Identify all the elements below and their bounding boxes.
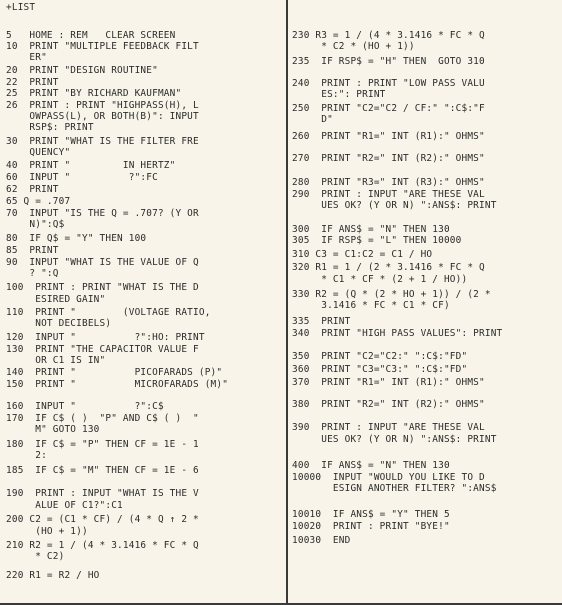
code-line: 130 PRINT "THE CAPACITOR VALUE F bbox=[6, 344, 199, 355]
code-line: 10 PRINT "MULTIPLE FEEDBACK FILT bbox=[6, 41, 199, 52]
code-line: UES OK? (Y OR N) ":ANS$: PRINT bbox=[292, 200, 497, 211]
code-line: 5 HOME : REM CLEAR SCREEN bbox=[6, 30, 176, 41]
code-line: * C2 * (HO + 1)) bbox=[292, 41, 415, 52]
list-command: +LIST bbox=[6, 2, 36, 13]
code-line: 260 PRINT "R1=" INT (R1):" OHMS" bbox=[292, 131, 485, 142]
code-line: 360 PRINT "C3="C3:" ":C$:"FD" bbox=[292, 364, 468, 375]
code-line: 80 IF Q$ = "Y" THEN 100 bbox=[6, 233, 147, 244]
code-line: OR C1 IS IN" bbox=[6, 355, 106, 366]
code-line: D" bbox=[292, 114, 333, 125]
code-line: 270 PRINT "R2=" INT (R2):" OHMS" bbox=[292, 153, 485, 164]
code-line: 310 C3 = C1:C2 = C1 / HO bbox=[292, 249, 433, 260]
code-line: 26 PRINT : PRINT "HIGHPASS(H), L bbox=[6, 100, 199, 111]
code-line: 25 PRINT "BY RICHARD KAUFMAN" bbox=[6, 88, 182, 99]
code-line: 370 PRINT "R1=" INT (R1):" OHMS" bbox=[292, 377, 485, 388]
code-line: UES OK? (Y OR N) ":ANS$: PRINT bbox=[292, 434, 497, 445]
code-line: 110 PRINT " (VOLTAGE RATIO, bbox=[6, 307, 211, 318]
code-line: 10000 INPUT "WOULD YOU LIKE TO D bbox=[292, 472, 485, 483]
code-line: 85 PRINT bbox=[6, 245, 59, 256]
code-line: 300 IF ANS$ = "N" THEN 130 bbox=[292, 224, 450, 235]
code-line: 3.1416 * FC * C1 * CF) bbox=[292, 300, 450, 311]
code-line: 250 PRINT "C2="C2 / CF:" ":C$:"F bbox=[292, 103, 485, 114]
code-line: 10010 IF ANS$ = "Y" THEN 5 bbox=[292, 509, 450, 520]
code-line: 400 IF ANS$ = "N" THEN 130 bbox=[292, 460, 450, 471]
code-line: ES:": PRINT bbox=[292, 89, 386, 100]
code-line: 2: bbox=[6, 450, 47, 461]
code-line: 390 PRINT : INPUT "ARE THESE VAL bbox=[292, 422, 485, 433]
code-line: 380 PRINT "R2=" INT (R2):" OHMS" bbox=[292, 399, 485, 410]
code-line: 22 PRINT bbox=[6, 77, 59, 88]
code-line: 290 PRINT : INPUT "ARE THESE VAL bbox=[292, 189, 485, 200]
code-line: 330 R2 = (Q * (2 * HO + 1)) / (2 * bbox=[292, 289, 491, 300]
code-line: ALUE OF C1?":C1 bbox=[6, 500, 123, 511]
code-line: QUENCY" bbox=[6, 147, 71, 158]
code-line: 180 IF C$ = "P" THEN CF = 1E - 1 bbox=[6, 439, 199, 450]
code-line: OWPASS(L), OR BOTH(B)": INPUT bbox=[6, 111, 199, 122]
code-line: 280 PRINT "R3=" INT (R3):" OHMS" bbox=[292, 177, 485, 188]
code-line: 200 C2 = (C1 * CF) / (4 * Q ↑ 2 * bbox=[6, 514, 199, 525]
code-line: 230 R3 = 1 / (4 * 3.1416 * FC * Q bbox=[292, 30, 485, 41]
code-line: 305 IF RSP$ = "L" THEN 10000 bbox=[292, 235, 462, 246]
code-line: 140 PRINT " PICOFARADS (P)" bbox=[6, 367, 223, 378]
code-line: * C2) bbox=[6, 551, 65, 562]
code-line: 30 PRINT "WHAT IS THE FILTER FRE bbox=[6, 136, 199, 147]
code-line: 340 PRINT "HIGH PASS VALUES": PRINT bbox=[292, 328, 503, 339]
code-line: 90 INPUT "WHAT IS THE VALUE OF Q bbox=[6, 257, 199, 268]
code-line: 170 IF C$ ( ) "P" AND C$ ( ) " bbox=[6, 413, 199, 424]
code-line: 100 PRINT : PRINT "WHAT IS THE D bbox=[6, 282, 199, 293]
code-line: 40 PRINT " IN HERTZ" bbox=[6, 160, 176, 171]
code-line: 10030 END bbox=[292, 535, 351, 546]
code-line: RSP$: PRINT bbox=[6, 122, 94, 133]
code-line: 220 R1 = R2 / HO bbox=[6, 570, 100, 581]
code-line: 70 INPUT "IS THE Q = .707? (Y OR bbox=[6, 208, 199, 219]
code-line: 320 R1 = 1 / (2 * 3.1416 * FC * Q bbox=[292, 262, 485, 273]
code-line: 65 Q = .707 bbox=[6, 196, 71, 207]
code-line: 335 PRINT bbox=[292, 316, 351, 327]
column-divider bbox=[286, 0, 288, 605]
code-line: * C1 * CF * (2 + 1 / HO)) bbox=[292, 274, 468, 285]
code-line: 235 IF RSP$ = "H" THEN GOTO 310 bbox=[292, 56, 485, 67]
code-line: 20 PRINT "DESIGN ROUTINE" bbox=[6, 65, 158, 76]
code-line: ESIRED GAIN" bbox=[6, 294, 106, 305]
code-line: ? ":Q bbox=[6, 268, 59, 279]
code-line: (HO + 1)) bbox=[6, 526, 88, 537]
code-line: 210 R2 = 1 / (4 * 3.1416 * FC * Q bbox=[6, 540, 199, 551]
code-line: 240 PRINT : PRINT "LOW PASS VALU bbox=[292, 78, 485, 89]
code-line: 60 INPUT " ?":FC bbox=[6, 172, 158, 183]
code-line: 10020 PRINT : PRINT "BYE!" bbox=[292, 521, 450, 532]
code-line: ESIGN ANOTHER FILTER? ":ANS$ bbox=[292, 483, 497, 494]
code-line: NOT DECIBELS) bbox=[6, 318, 112, 329]
code-line: 150 PRINT " MICROFARADS (M)" bbox=[6, 379, 229, 390]
code-line: ER" bbox=[6, 52, 47, 63]
code-line: 120 INPUT " ?":HO: PRINT bbox=[6, 332, 205, 343]
code-line: 160 INPUT " ?":C$ bbox=[6, 401, 164, 412]
code-line: 62 PRINT bbox=[6, 184, 59, 195]
code-line: 350 PRINT "C2="C2:" ":C$:"FD" bbox=[292, 351, 468, 362]
code-line: 185 IF C$ = "M" THEN CF = 1E - 6 bbox=[6, 465, 199, 476]
code-line: 190 PRINT : INPUT "WHAT IS THE V bbox=[6, 488, 199, 499]
code-line: N)":Q$ bbox=[6, 219, 65, 230]
code-line: M" GOTO 130 bbox=[6, 424, 100, 435]
